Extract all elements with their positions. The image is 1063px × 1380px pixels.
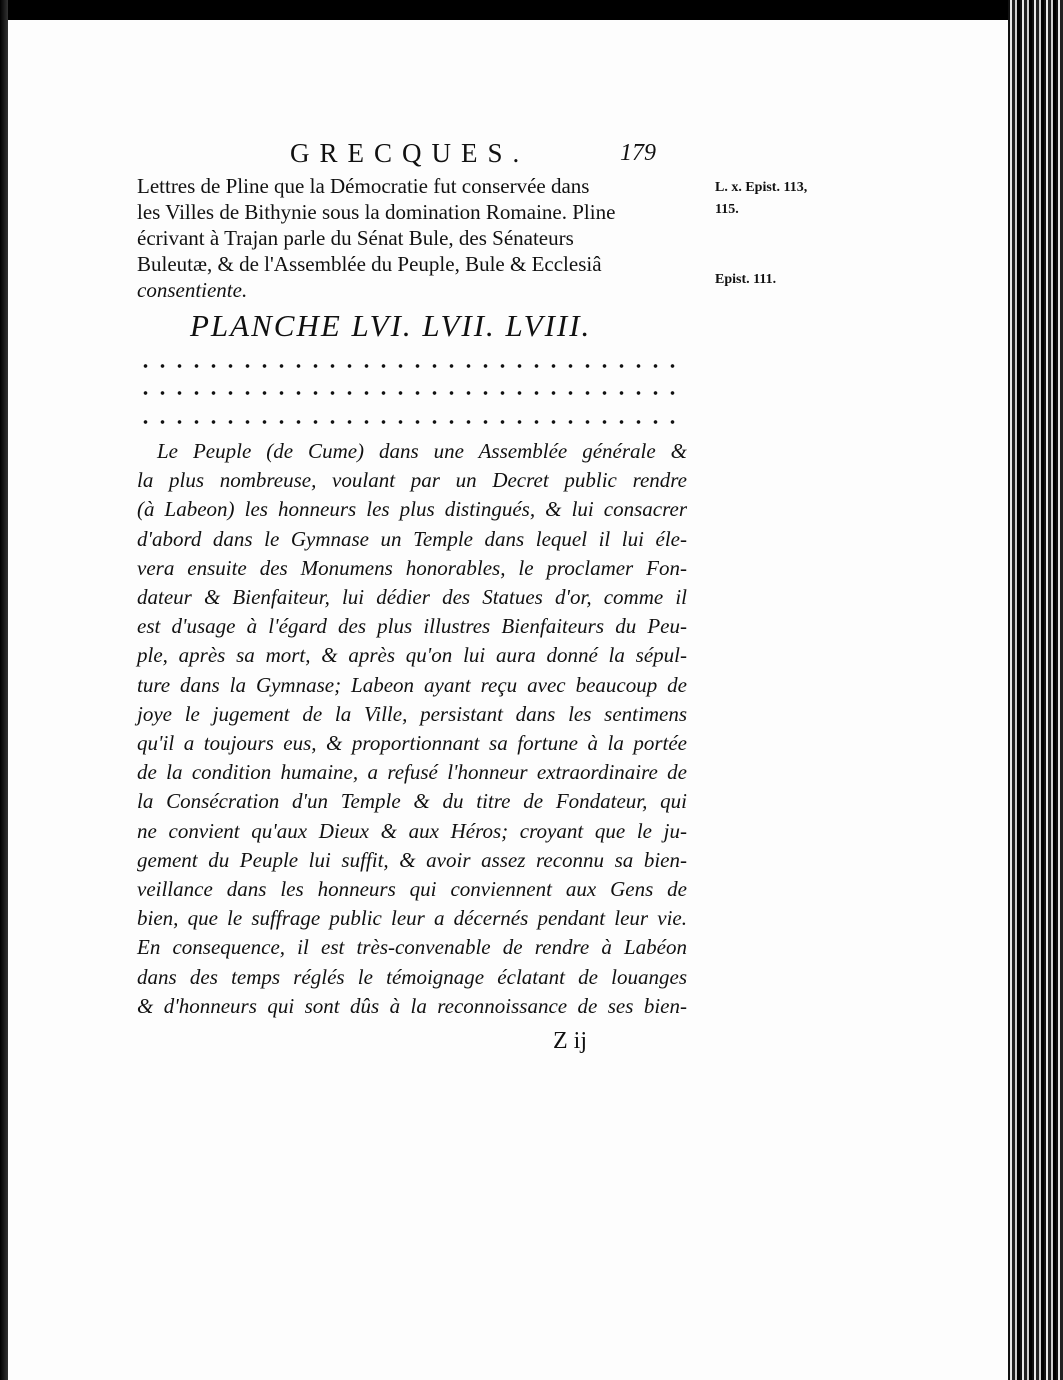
intro-line: écrivant à Trajan parle du Sénat Bule, des Sénateurs [137,226,574,250]
intro-line: les Villes de Bithynie sous la domination Romaine. Pline [137,200,616,224]
text-line: de la condition humaine, a refusé l'honneur extraordinaire de [137,760,687,785]
text-line: est d'usage à l'égard des plus illustres Bienfaiteurs du Peu- [137,614,687,639]
text-line: la Consécration d'un Temple & du titre de Fondateur, qui [137,789,687,814]
text-line: ture dans la Gymnase; Labeon ayant reçu avec beaucoup de [137,672,687,697]
dotted-rule [137,389,687,397]
text-line: ne convient qu'aux Dieux & aux Héros; croyant que le ju- [137,818,687,843]
text-line: joye le jugement de la Ville, persistant dans les sentimens [137,701,687,726]
intro-line: consentiente. [137,278,248,302]
intro-line: Lettres de Pline que la Démocratie fut conservée dans [137,174,590,198]
signature-mark: Z ij [553,1028,587,1054]
text-line: Le Peuple (de Cume) dans une Assemblée générale & [157,439,687,463]
running-head: GRECQUES. [290,138,530,168]
text-line: qu'il a toujours eus, & proportionnant sa fortune à la portée [137,731,687,756]
text-line: dateur & Bienfaiteur, lui dédier des Statues d'or, comme il [137,585,687,610]
intro-line: Buleutæ, & de l'Assemblée du Peuple, Bule & Ecclesiâ [137,252,602,276]
text-line: & d'honneurs qui sont dûs à la reconnoissance de ses bien- [137,993,687,1018]
text-line: gement du Peuple lui suffit, & avoir assez reconnu sa bien- [137,847,687,872]
left-scan-shadow [0,0,8,1380]
margin-note: 115. [715,202,739,217]
text-line: la plus nombreuse, voulant par un Decret public rendre [137,468,687,493]
text-line: dans des temps réglés le témoignage éclatant de louanges [137,964,687,989]
text-line: ple, après sa mort, & après qu'on lui aura donné la sépul- [137,643,687,668]
text-line: vera ensuite des Monumens honorables, le proclamer Fon- [137,555,687,580]
plate-title: PLANCHE LVI. LVII. LVIII. [190,308,592,343]
text-line: bien, que le suffrage public leur a décernés pendant leur vie. [137,906,687,931]
text-line: veillance dans les honneurs qui conviennent aux Gens de [137,877,687,902]
text-line: (à Labeon) les honneurs les plus distingués, & lui consacrer [137,497,687,522]
dotted-rule [137,418,687,426]
page-number: 179 [620,140,656,166]
book-edge-pages [1008,0,1063,1380]
text-line: d'abord dans le Gymnase un Temple dans lequel il lui éle- [137,526,687,551]
dotted-rule [137,362,687,370]
text-line: En consequence, il est très-convenable de rendre à Labéon [137,935,687,960]
margin-note: Epist. 111. [715,272,777,287]
margin-note: L. x. Epist. 113, [715,180,808,195]
decree-text [137,437,687,1021]
